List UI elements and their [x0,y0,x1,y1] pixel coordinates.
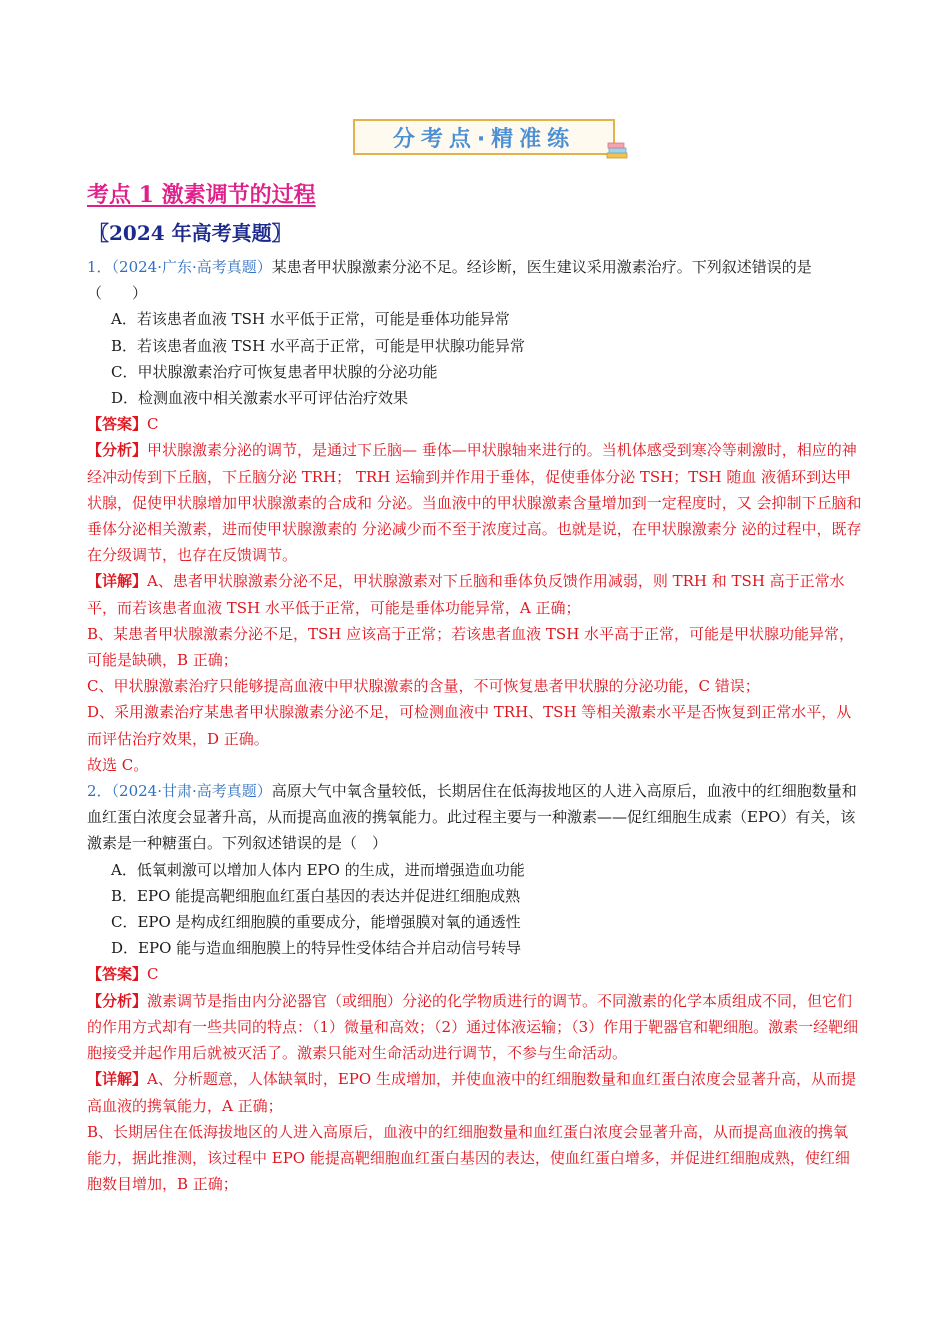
question-2-option-a: A．低氧刺激可以增加人体内 EPO 的生成，进而增强造血功能 [111,860,525,879]
question-source: （2024·甘肃·高考真题） [111,782,272,801]
detail-tag: 【详解】 [87,1070,148,1089]
analysis-text: 甲状腺激素分泌的调节，是通过下丘脑— 垂体—甲状腺轴来进行的。当机体感受到寒冷等刺激时，相应的神经冲动传到下丘脑，下丘脑分泌 TRH； TRH 运输到并作用于垂体，促使垂体分泌 TSH；TSH 随血 液循环到达甲状腺，促使甲状腺增加甲状腺激素的合成和 分泌。当血液中的甲状腺激素含量增加到一定程度时，又 会抑制下丘脑和垂体分泌相关激素，进而使甲状腺激素的 分泌减少而不至于浓度过高。也就是说，在甲状腺激素分 泌的过程中，既存在分级调节，也存在反馈调节。 [87,441,862,565]
question-1-stem [87,254,862,306]
answer-value: C [147,415,159,434]
question-1-conclusion: 故选 C。 [87,755,149,774]
question-1-analysis [87,437,862,568]
question-1-detail-b: B、某患者甲状腺激素分泌不足，TSH 应该高于正常；若该患者血液 TSH 水平高于正常，可能是甲状腺功能异常，可能是缺碘，B 正确； [87,624,855,670]
books-icon [605,139,629,161]
detail-tag: 【详解】 [87,572,148,591]
question-1-detail-a [87,568,862,620]
answer-tag: 【答案】 [87,965,148,984]
question-2-detail-a [87,1066,862,1118]
section-title: 〖2024 年高考真题〗 [89,221,292,245]
question-2-detail-b: B、长期居住在低海拔地区的人进入高原后，血液中的红细胞数量和血红蛋白浓度会显著升高，从而提高血液的携氧能力，据此推测，该过程中 EPO 能提高靶细胞血红蛋白基因的表达，使血红蛋白增多，并促进红细胞成熟，使红细胞数目增加，B 正确； [87,1122,850,1194]
topic-title: 考点 1 激素调节的过程 [87,182,316,208]
question-2-answer [87,961,862,987]
question-2-option-d: D．EPO 能与造血细胞膜上的特异性受体结合并启动信号转导 [111,939,522,958]
question-1-option-d: D．检测血液中相关激素水平可评估治疗效果 [111,389,409,408]
question-text: 某患者甲状腺激素分泌不足。经诊断，医生建议采用激素治疗。下列叙述错误的是（ ） [87,258,812,303]
question-1-option-c: C．甲状腺激素治疗可恢复患者甲状腺的分泌功能 [111,362,438,381]
answer-tag: 【答案】 [87,415,148,434]
analysis-text: 激素调节是指由内分泌器官（或细胞）分泌的化学物质进行的调节。不同激素的化学本质组成不同，但它们的作用方式却有一些共同的特点：（1）微量和高效；（2）通过体液运输；（3）作用于靶器官和靶细胞。激素一经靶细胞接受并起作用后就被灭活了。激素只能对生命活动进行调节，不参与生命活动。 [87,991,859,1063]
question-2-analysis [87,988,862,1067]
question-1-option-a: A．若该患者血液 TSH 水平低于正常，可能是垂体功能异常 [111,310,510,329]
banner-title: 分考点·精准练 [392,126,576,152]
detail-text: A、分析题意，人体缺氧时，EPO 生成增加，并使血液中的红细胞数量和血红蛋白浓度会显著升高，从而提高血液的携氧能力，A 正确； [87,1070,856,1115]
question-number: 2． [87,782,112,801]
question-1-detail-c: C、甲状腺激素治疗只能够提高血液中甲状腺激素的含量，不可恢复患者甲状腺的分泌功能，C 错误； [87,677,760,696]
question-1-detail-d: D、采用激素治疗某患者甲状腺激素分泌不足，可检测血液中 TRH、TSH 等相关激素水平是否恢复到正常水平，从而评估治疗效果，D 正确。 [87,703,852,748]
question-content [87,254,862,1197]
detail-text: A、患者甲状腺激素分泌不足，甲状腺激素对下丘脑和垂体负反馈作用减弱，则 TRH 和 TSH 高于正常水平，而若该患者血液 TSH 水平低于正常，可能是垂体功能异常，A 正确； [87,572,845,617]
answer-value: C [147,965,159,984]
question-2-option-b: B．EPO 能提高靶细胞血红蛋白基因的表达并促进红细胞成熟 [111,886,521,905]
question-2-option-c: C．EPO 是构成红细胞膜的重要成分，能增强膜对氧的通透性 [111,913,521,932]
analysis-tag: 【分析】 [87,991,148,1010]
section-banner [353,119,619,159]
analysis-tag: 【分析】 [87,441,148,460]
question-text: 高原大气中氧含量较低，长期居住在低海拔地区的人进入高原后，血液中的红细胞数量和血红蛋白浓度会显著升高，从而提高血液的携氧能力。此过程主要与一种激素——促红细胞生成素（EPO）有关，该激素是一种糖蛋白。下列叙述错误的是（ ） [87,782,857,853]
question-source: （2024·广东·高考真题） [111,258,272,276]
question-1-answer [87,411,862,437]
question-1-option-b: B．若该患者血液 TSH 水平高于正常，可能是甲状腺功能异常 [111,336,525,355]
banner-box [353,119,615,155]
question-2-stem [87,778,862,857]
question-number: 1． [87,258,112,276]
